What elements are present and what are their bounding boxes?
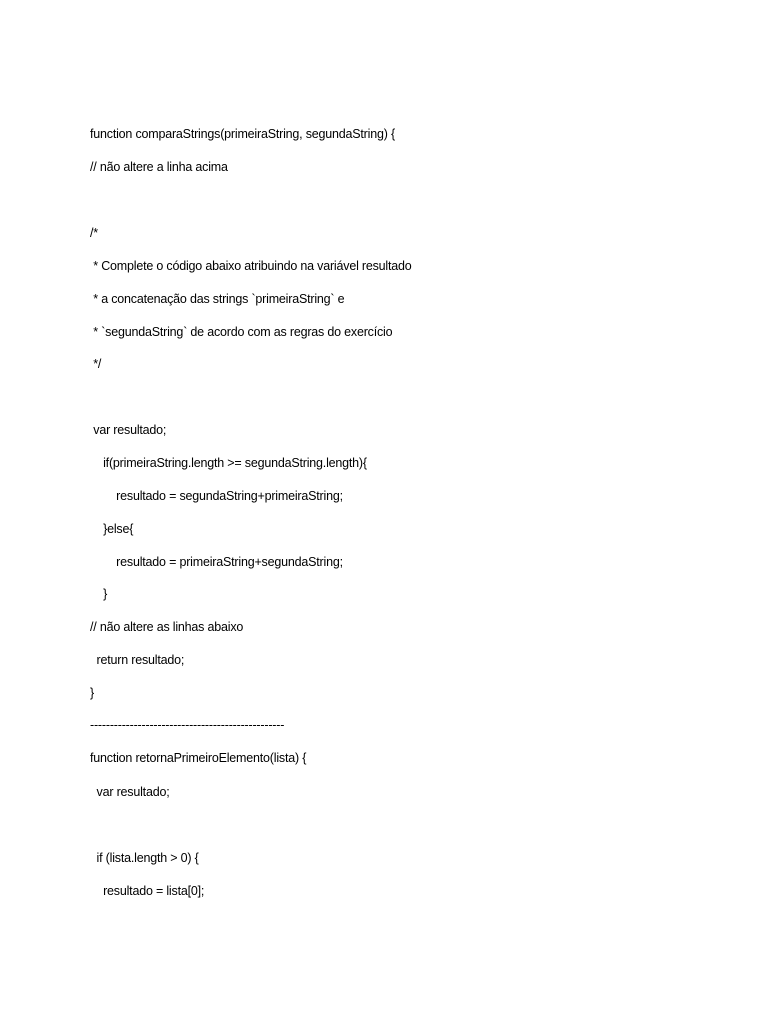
code-line-function-comparastrings: function comparaStrings(primeiraString, segundaString) { [90,127,395,141]
code-line-close-function: } [90,686,94,700]
code-line-comment-complete: * Complete o código abaixo atribuindo na variável resultado [90,259,412,273]
code-line-if-lista-length: if (lista.length > 0) { [90,851,199,865]
code-line-comment-nao-altere-abaixo: // não altere as linhas abaixo [90,620,244,634]
code-line-comment-open: /* [90,226,98,240]
code-line-var-resultado: var resultado; [90,423,167,437]
code-line-return-resultado: return resultado; [90,653,185,667]
code-line-resultado-primeira: resultado = primeiraString+segundaString; [90,555,343,569]
code-line-var-resultado-2: var resultado; [90,785,170,799]
code-line-resultado-segunda: resultado = segundaString+primeiraString; [90,489,343,503]
code-line-function-retornaprimeiro: function retornaPrimeiroElemento(lista) { [90,751,307,765]
code-line-close-if: } [90,587,108,601]
code-line-resultado-lista: resultado = lista[0]; [90,884,205,898]
code-line-if-length: if(primeiraString.length >= segundaString.length){ [90,456,367,470]
code-line-else: }else{ [90,522,134,536]
separator-dashes: ------------------------------------------------- [90,718,285,732]
code-line-comment-segundastring: * `segundaString` de acordo com as regras do exercício [90,325,393,339]
code-line-comment-close: */ [90,357,102,371]
code-line-comment-nao-altere: // não altere a linha acima [90,160,228,174]
code-line-comment-concatenacao: * a concatenação das strings `primeiraString` e [90,292,345,306]
